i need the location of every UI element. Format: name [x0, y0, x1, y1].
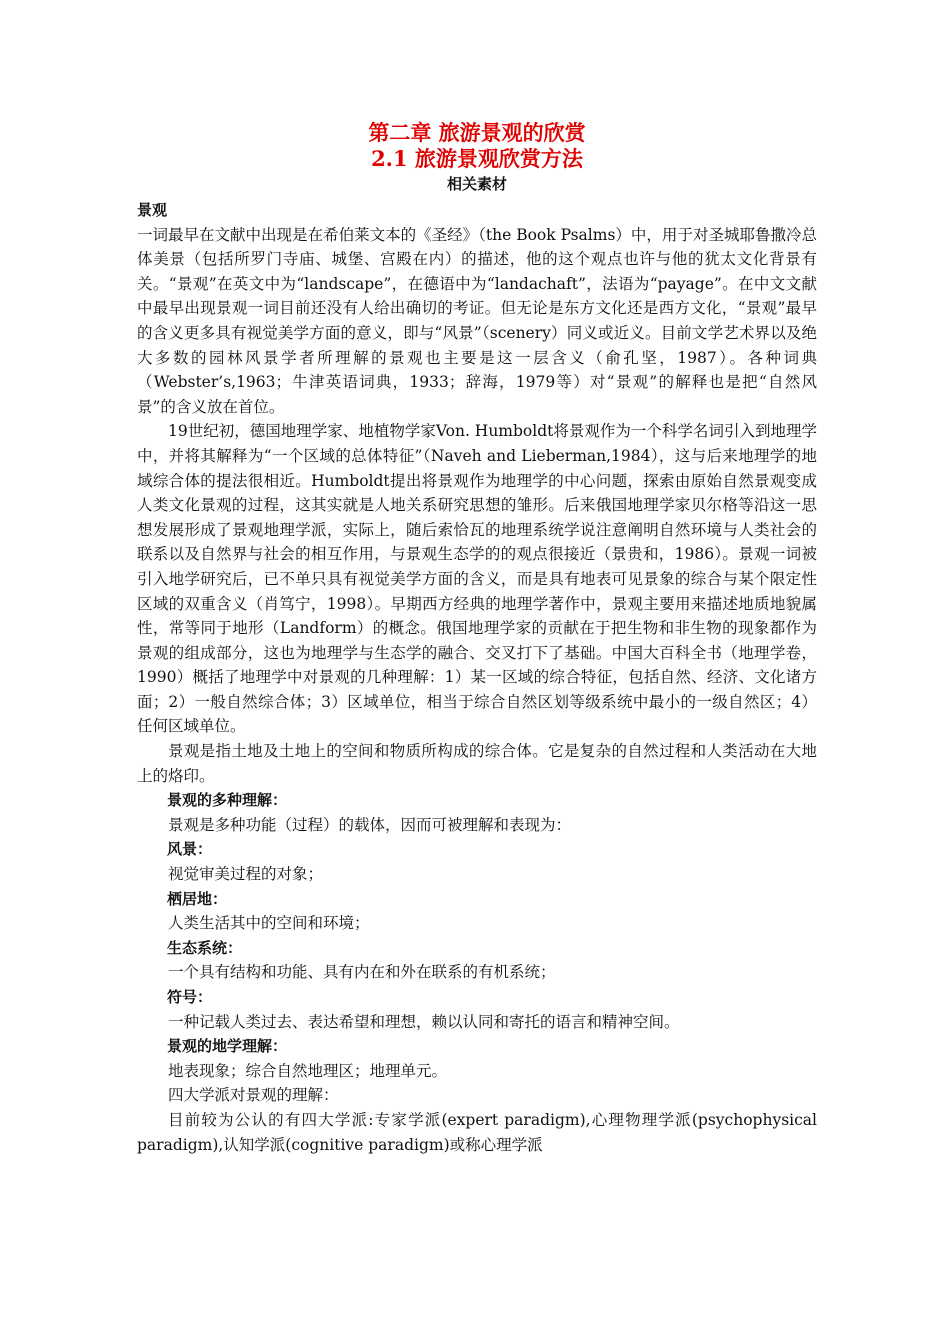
paragraph-3: 景观是指土地及土地上的空间和物质所构成的综合体。它是复杂的自然过程和人类活动在大地上的烙印。: [137, 742, 817, 785]
paragraph-1: 一词最早在文献中出现是在希伯莱文本的《圣经》（the Book Psalms）中，用于对圣城耶鲁撒冷总体美景（包括所罗门寺庙、城堡、宫殿在内）的描述，他的这个观点也许与他的犹太文化背景有关。“景观”在英文中为“landscape”，在德语中为“landachaft”，法语为“payage”。在中文文献中最早出现景观一词目前还没有人给出确切的考证。但无论是东方文化还是西方文化，“景观”最早的含义更多具有视觉美学方面的意义，即与“风景”（scenery）同义或近义。目前文学艺术界以及绝大多数的园林风景学者所理解的景观也主要是这一层含义（俞孔坚，1987）。各种词典（Webster’s,1963；牛津英语词典，1933；辞海，1979等）对“景观”的解释也是把“自然风景”的含义放在首位。: [137, 225, 817, 416]
section-title: 2.1 旅游景观欣赏方法: [371, 146, 583, 171]
subtitle: 相关素材: [446, 175, 507, 193]
schools-heading: 四大学派对景观的理解：: [168, 1086, 339, 1105]
heading-habitat: 栖居地：: [167, 889, 228, 908]
geo-text: 地表现象；综合自然地理区；地理单元。: [168, 1061, 448, 1080]
heading-multi-understanding: 景观的多种理解：: [167, 791, 288, 810]
ecosystem-text: 一个具有结构和功能、具有内在和外在联系的有机系统；: [168, 963, 556, 982]
chapter-title: 第二章 旅游景观的欣赏: [368, 120, 586, 145]
schools-text: 目前较为公认的有四大学派:专家学派(expert paradigm),心理物理学派(psychophysical paradigm),认知学派(cognitive paradigm)或称心理学派: [137, 1110, 817, 1154]
heading-scenery: 风景：: [167, 840, 213, 859]
scenery-text: 视觉审美过程的对象；: [168, 865, 324, 884]
heading-landscape: 景观: [137, 201, 168, 219]
habitat-text: 人类生活其中的空间和环境；: [168, 914, 370, 933]
paragraph-2: 19世纪初，德国地理学家、地植物学家Von. Humboldt将景观作为一个科学名词引入到地理学中，并将其解释为“一个区域的总体特征”（Naveh and Lieberman,1984），这与后来地理学的地域综合体的提法很相近。Humboldt提出将景观作为地理学的中心问题，探索由原始自然景观变成人类文化景观的过程，这其实就是人地关系研究思想的雏形。后来俄国地理学家贝尔格等沿这一思想发展形成了景观地理学派，实际上，随后索恰瓦的地理系统学说注意阐明自然环境与人类社会的联系以及自然界与社会的相互作用，与景观生态学的的观点很接近（景贵和，1986）。景观一词被引入地学研究后，已不单只具有视觉美学方面的含义，而是具有地表可见景象的综合与某个限定性区域的双重含义（肖笃宁，1998）。早期西方经典的地理学著作中，景观主要用来描述地质地貌属性，常等同于地形（Landform）的概念。俄国地理学家的贡献在于把生物和非生物的现象都作为景观的组成部分，这也为地理学与生态学的融合、交叉打下了基础。中国大百科全书（地理学卷，1990）概括了地理学中对景观的几种理解：1）某一区域的综合特征，包括自然、经济、文化诸方面；2）一般自然综合体；3）区域单位，相当于综合自然区划等级系统中最小的一级自然区；4）任何区域单位。: [137, 422, 817, 736]
heading-symbol: 符号：: [167, 988, 213, 1006]
heading-geo-understanding: 景观的地学理解：: [167, 1037, 288, 1056]
document-page: [137, 120, 817, 1157]
heading-ecosystem: 生态系统：: [167, 938, 243, 957]
multi-intro-text: 景观是多种功能（过程）的载体，因而可被理解和表现为：: [168, 815, 572, 834]
symbol-text: 一种记载人类过去、表达希望和理想，赖以认同和寄托的语言和精神空间。: [168, 1012, 680, 1031]
